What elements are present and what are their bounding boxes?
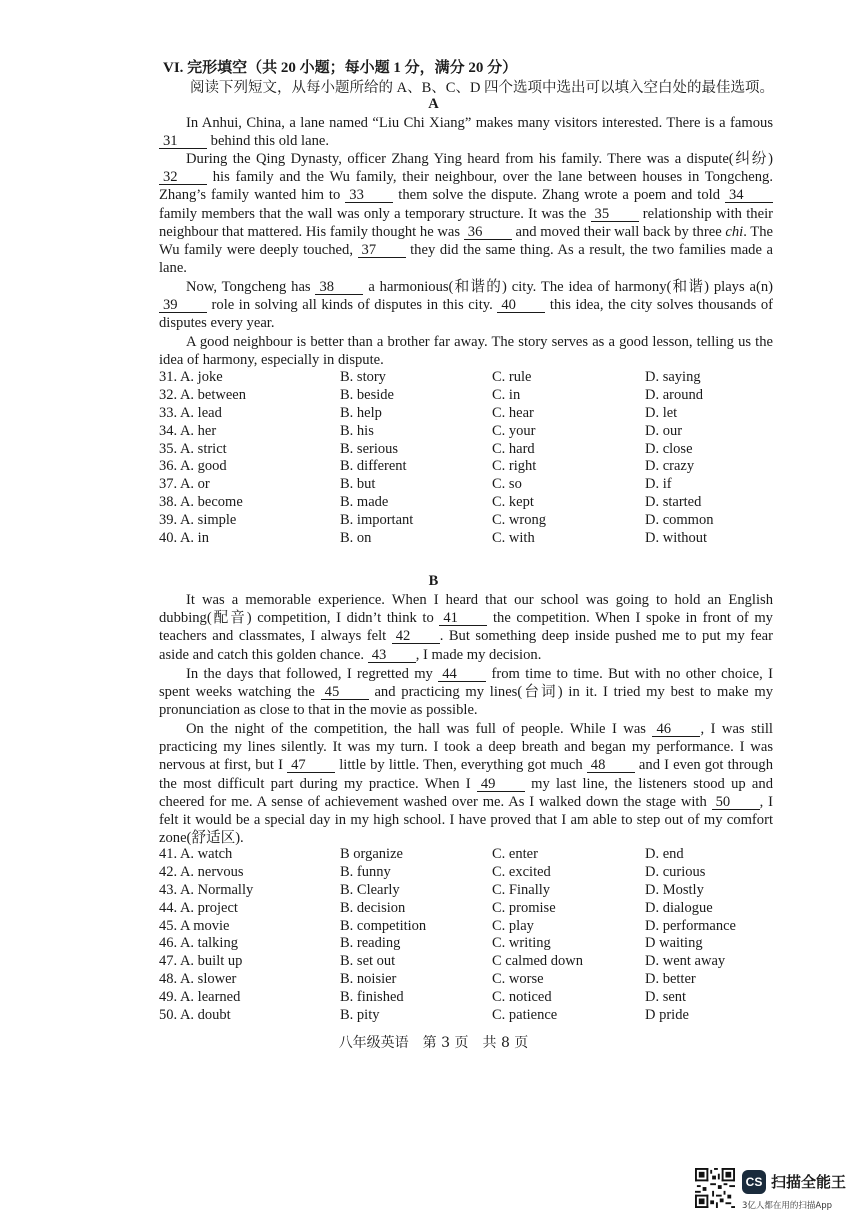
option-d: D. dialogue	[645, 899, 713, 916]
text: them solve the dispute. Zhang wrote a poem and told	[393, 187, 725, 204]
text: little by little. Then, everything got much	[335, 757, 587, 774]
option-d: D pride	[645, 1007, 689, 1024]
blank-31: 31	[159, 134, 207, 149]
blank-49: 49	[477, 777, 525, 792]
section-instructions: 阅读下列短文，从每小题所给的 A、B、C、D 四个选项中选出可以填入空白处的最佳选项。	[190, 80, 775, 96]
blank-45: 45	[321, 685, 369, 700]
option-d: D. crazy	[645, 458, 695, 475]
option-row-33	[159, 405, 779, 423]
option-d: D. close	[645, 440, 693, 457]
option-a: 38. A. become	[159, 494, 243, 511]
camscanner-logo: CS	[742, 1170, 766, 1194]
option-a: 37. A. or	[159, 476, 210, 493]
option-b: B. different	[340, 458, 407, 475]
text: relationship with their neighbour that mattered. His family thought he was	[159, 205, 773, 240]
option-d: D. end	[645, 846, 684, 862]
option-a: 41. A. watch	[159, 846, 233, 862]
option-c: C. with	[492, 530, 535, 547]
option-row-40	[159, 530, 779, 548]
option-c: C. promise	[492, 899, 556, 916]
option-c: C. worse	[492, 971, 544, 988]
option-b: B. Clearly	[340, 881, 400, 898]
option-b: B. help	[340, 404, 382, 421]
option-a: 50. A. doubt	[159, 1007, 231, 1024]
blank-48: 48	[587, 758, 635, 773]
option-d: D. let	[645, 404, 678, 421]
option-row-45	[159, 918, 779, 936]
passage-b-paragraph-2	[159, 665, 773, 720]
option-c: C. your	[492, 422, 536, 439]
option-d: D. performance	[645, 917, 736, 934]
qr-code-icon	[695, 1168, 735, 1208]
option-row-35	[159, 441, 779, 459]
option-a: 43. A. Normally	[159, 881, 254, 898]
passage-a-label: A	[428, 96, 439, 112]
text: the competition. When I spoke in front of my teachers and classmates, I always felt	[159, 610, 773, 645]
option-c: C. wrong	[492, 512, 546, 529]
option-a: 47. A. built up	[159, 953, 243, 970]
option-row-46	[159, 935, 779, 953]
text: behind this old lane.	[207, 133, 330, 150]
blank-47: 47	[287, 758, 335, 773]
option-row-34	[159, 423, 779, 441]
option-c: C. writing	[492, 935, 551, 952]
passage-a-paragraph-3	[159, 278, 773, 333]
text: from time to time. But with no other choice, I spent weeks watching the	[159, 666, 773, 701]
option-d: D waiting	[645, 935, 703, 952]
option-d: D. if	[645, 476, 672, 493]
option-b: B. noisier	[340, 971, 397, 988]
text: , I was still practicing my lines silently. It was my turn. I took a deep breath and began my performance. I was nervous at first, but I	[159, 721, 773, 774]
blank-40: 40	[497, 298, 545, 313]
blank-36: 36	[464, 225, 512, 240]
option-row-32	[159, 387, 779, 405]
text: and moved their wall back by three	[511, 223, 726, 240]
page-footer: 八年级英语 第 3 页 共 8 页	[338, 1035, 529, 1051]
option-row-42	[159, 864, 779, 882]
section-number: VI.	[163, 60, 184, 76]
option-row-44	[159, 900, 779, 918]
option-c: C. kept	[492, 494, 534, 511]
blank-35: 35	[591, 207, 639, 222]
option-d: D. without	[645, 530, 708, 547]
option-a: 31. A. joke	[159, 369, 223, 385]
section-heading	[163, 56, 517, 77]
option-b: B. decision	[340, 899, 406, 916]
option-a: 45. A movie	[159, 917, 230, 934]
option-row-49	[159, 989, 779, 1007]
blank-43: 43	[368, 648, 416, 663]
option-row-50	[159, 1007, 779, 1025]
option-c: C. rule	[492, 369, 532, 385]
option-c: C. Finally	[492, 881, 551, 898]
option-row-43	[159, 882, 779, 900]
option-b: B. beside	[340, 386, 394, 403]
text: , I felt it would be a special day in my high school. I have proved that I am able to step out of my comfort zone(舒适区).	[159, 793, 773, 847]
option-row-48	[159, 971, 779, 989]
passage-a-options	[159, 369, 779, 548]
option-a: 34. A. her	[159, 422, 217, 439]
blank-39: 39	[159, 298, 207, 313]
passage-b-label: B	[428, 573, 439, 589]
text: my last line, the listeners stood up and cheered for me. A sense of achievement washed over me. As I walked down the stage with	[159, 775, 774, 810]
option-row-47	[159, 953, 779, 971]
option-b: B. made	[340, 494, 389, 511]
option-a: 42. A. nervous	[159, 863, 244, 880]
passage-a-paragraph-4: A good neighbour is better than a brother far away. The story serves as a good lesson, telling us the idea of harmony, especially in dispute.	[159, 334, 773, 369]
passage-b-paragraph-1	[159, 591, 773, 664]
option-b: B. on	[340, 530, 372, 547]
option-b: B. reading	[340, 935, 401, 952]
option-row-37	[159, 476, 779, 494]
option-d: D. sent	[645, 989, 687, 1006]
option-a: 46. A. talking	[159, 935, 238, 952]
passage-a-paragraph-1	[159, 114, 773, 150]
option-a: 36. A. good	[159, 458, 227, 475]
option-row-41	[159, 846, 779, 864]
text: . But something deep inside pushed me to put my fear aside and catch this golden chance.	[159, 628, 773, 663]
option-c: C. so	[492, 476, 522, 493]
blank-44: 44	[438, 667, 486, 682]
option-a: 48. A. slower	[159, 971, 237, 988]
text: During the Qing Dynasty, officer Zhang Ying heard from his family. There was a dispute(纠纷)	[186, 151, 773, 167]
blank-33: 33	[345, 188, 393, 203]
option-b: B organize	[340, 846, 403, 862]
chi-term: chi	[725, 223, 744, 240]
option-b: B. funny	[340, 863, 391, 880]
option-b: B. but	[340, 476, 376, 493]
option-c: C. hard	[492, 440, 535, 457]
blank-46: 46	[652, 722, 700, 737]
passage-b-paragraph-3	[159, 720, 773, 847]
option-b: B. story	[340, 369, 386, 385]
option-d: D. curious	[645, 863, 706, 880]
passage-b-options	[159, 846, 779, 1025]
text: Now, Tongcheng has	[186, 279, 316, 295]
option-row-36	[159, 458, 779, 476]
option-row-38	[159, 494, 779, 512]
text: this idea, the city solves thousands of disputes every year.	[159, 297, 773, 332]
option-d: D. common	[645, 512, 714, 529]
option-c: C. noticed	[492, 989, 552, 1006]
option-c: C. enter	[492, 846, 538, 862]
option-row-39	[159, 512, 779, 530]
text: It was a memorable experience. When I heard that our school was going to hold an English dubbing(配音) competition, I didn’t think to	[159, 592, 773, 627]
scanner-tagline: 3亿人都在用的扫描App	[742, 1201, 833, 1211]
option-c: C. play	[492, 917, 534, 934]
text: a harmonious(和谐的) city. The idea of harmony(和谐) plays a(n)	[363, 279, 774, 295]
option-c: C. right	[492, 458, 537, 475]
blank-38: 38	[315, 280, 363, 295]
option-a: 39. A. simple	[159, 512, 237, 529]
blank-42: 42	[392, 629, 440, 644]
option-d: D. better	[645, 971, 696, 988]
option-b: B. set out	[340, 953, 396, 970]
section-title: 完形填空（共 20 小题；每小题 1 分，满分 20 分）	[187, 60, 518, 76]
option-c: C. in	[492, 386, 521, 403]
option-b: B. serious	[340, 440, 398, 457]
text: In Anhui, China, a lane named “Liu Chi Xiang” makes many visitors interested. There is a famous	[186, 115, 773, 131]
option-c: C. excited	[492, 863, 551, 880]
blank-32: 32	[159, 170, 207, 185]
text: . The Wu family were deeply touched,	[159, 223, 773, 259]
text: On the night of the competition, the hall was full of people. While I was	[186, 721, 653, 737]
option-a: 49. A. learned	[159, 989, 241, 1006]
scanner-app-name: 扫描全能王	[771, 1173, 847, 1191]
option-c: C. hear	[492, 404, 534, 421]
text: his family and the Wu family, their neighbour, over the lane between houses in Tongcheng. Zhang’s family wanted him to	[159, 169, 773, 204]
option-a: 35. A. strict	[159, 440, 227, 457]
option-a: 40. A. in	[159, 530, 209, 547]
text: In the days that followed, I regretted my	[186, 666, 439, 682]
option-row-31	[159, 369, 779, 387]
text: family members that the wall was only a temporary structure. It was the	[159, 205, 591, 222]
option-d: D. saying	[645, 369, 701, 385]
passage-a-paragraph-2	[159, 150, 773, 277]
option-b: B. his	[340, 422, 374, 439]
text: and I even got through the most difficult part during my practice. When I	[159, 757, 773, 792]
text: they did the same thing. As a result, the two families made a lane.	[159, 242, 773, 277]
option-d: D. Mostly	[645, 881, 704, 898]
option-b: B. important	[340, 512, 414, 529]
option-a: 32. A. between	[159, 386, 246, 403]
blank-34: 34	[725, 188, 773, 203]
blank-50: 50	[712, 795, 760, 810]
option-b: B. pity	[340, 1007, 380, 1024]
option-b: B. competition	[340, 917, 427, 934]
text: role in solving all kinds of disputes in this city.	[207, 297, 498, 314]
blank-37: 37	[358, 243, 406, 258]
text: , I made my decision.	[415, 646, 542, 663]
option-d: D. started	[645, 494, 702, 511]
option-b: B. finished	[340, 989, 404, 1006]
option-c: C. patience	[492, 1007, 558, 1024]
option-d: D. our	[645, 422, 683, 439]
option-c: C calmed down	[492, 953, 584, 970]
option-d: D. went away	[645, 953, 726, 970]
blank-41: 41	[439, 611, 487, 626]
option-a: 33. A. lead	[159, 404, 222, 421]
text: and practicing my lines(台词) in it. I tried my best to make my pronunciation as close to that in the movie as possible.	[159, 684, 773, 719]
option-a: 44. A. project	[159, 899, 238, 916]
option-d: D. around	[645, 386, 703, 403]
